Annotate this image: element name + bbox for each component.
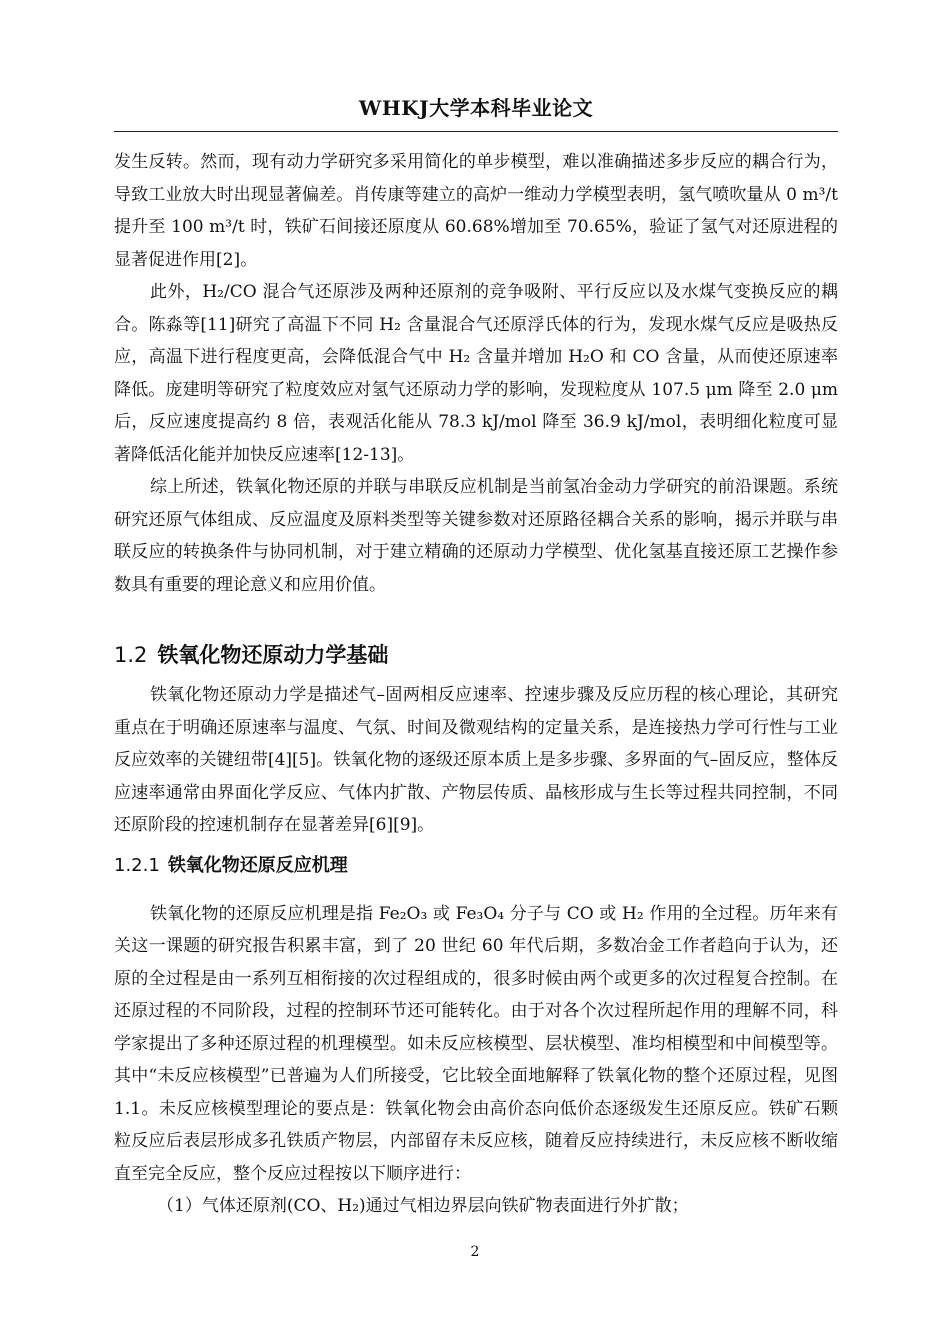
section-number: 1.2: [114, 643, 148, 667]
list-item-step-1: （1）气体还原剂(CO、H₂)通过气相边界层向铁矿物表面进行外扩散；: [157, 1196, 689, 1216]
page-header: WHKJ大学本科毕业论文: [358, 96, 594, 120]
page-number: 2: [470, 1244, 480, 1260]
document-body: [114, 146, 838, 1223]
section-heading: [114, 639, 838, 671]
section-title: 铁氧化物还原动力学基础: [157, 643, 389, 667]
paragraph-mechanism: 铁氧化物的还原反应机理是指 Fe₂O₃ 或 Fe₃O₄ 分子与 CO 或 H₂ 作用的全过程。历年来有关这一课题的研究报告积累丰富，到了 20 世纪 60 年代后期，多数冶金工作者趋向于认为，还原的全过程是由一系列互相衔接的次过程组成的，很多时候由两个或更多的次过程复合控制。在还原过程的不同阶段，过程的控制环节还可能转化。由于对各个次过程所起作用的理解不同，科学家提出了多种还原过程的机理模型。如未反应核模型、层状模型、准均相模型和中间模型等。其中“未反应核模型”已普遍为人们所接受，它比较全面地解释了铁氧化物的整个还原过程，见图 1.1。未反应核模型理论的要点是：铁氧化物会由高价态向低价态逐级发生还原反应。铁矿石颗粒反应后表层形成多孔铁质产物层，内部留存未反应核，随着反应持续进行，未反应核不断收缩直至完全反应，整个反应过程按以下顺序进行：: [114, 903, 838, 1184]
subsection-heading: [114, 850, 838, 882]
paragraph-mixed-gas: 此外，H₂/CO 混合气还原涉及两种还原剂的竞争吸附、平行反应以及水煤气变换反应的耦合。陈淼等[11]研究了高温下不同 H₂ 含量混合气还原浮氏体的行为，发现水煤气反应是吸热反应，高温下进行程度更高，会降低混合气中 H₂ 含量并增加 H₂O 和 CO 含量，从而使还原速率降低。庞建明等研究了粒度效应对氢气还原动力学的影响，发现粒度从 107.5 μm 降至 2.0 μm 后，反应速度提高约 8 倍，表观活化能从 78.3 kJ/mol 降至 36.9 kJ/mol，表明细化粒度可显著降低活化能并加快反应速率[12-13]。: [114, 282, 838, 465]
subsection-number: 1.2.1: [114, 854, 160, 876]
paragraph-summary: 综上所述，铁氧化物还原的并联与串联反应机制是当前氢冶金动力学研究的前沿课题。系统研究还原气体组成、反应温度及原料类型等关键参数对还原路径耦合关系的影响，揭示并联与串联反应的转换条件与协同机制，对于建立精确的还原动力学模型、优化氢基直接还原工艺操作参数具有重要的理论意义和应用价值。: [114, 477, 838, 595]
subsection-title: 铁氧化物还原反应机理: [167, 854, 348, 876]
paragraph-kinetics-intro: 铁氧化物还原动力学是描述气–固两相反应速率、控速步骤及反应历程的核心理论，其研究重点在于明确还原速率与温度、气氛、时间及微观结构的定量关系，是连接热力学可行性与工业反应效率的关键纽带[4][5]。铁氧化物的逐级还原本质上是多步骤、多界面的气–固反应，整体反应速率通常由界面化学反应、气体内扩散、产物层传质、晶核形成与生长等过程共同控制，不同还原阶段的控速机制存在显著差异[6][9]。: [114, 685, 838, 835]
paragraph-continuation: 发生反转。然而，现有动力学研究多采用简化的单步模型，难以准确描述多步反应的耦合行为，导致工业放大时出现显著偏差。肖传康等建立的高炉一维动力学模型表明，氢气喷吹量从 0 m³/t 提升至 100 m³/t 时，铁矿石间接还原度从 60.68%增加至 70.65%，验证了氢气对还原进程的显著促进作用[2]。: [114, 152, 838, 270]
header-rule: [114, 131, 838, 132]
